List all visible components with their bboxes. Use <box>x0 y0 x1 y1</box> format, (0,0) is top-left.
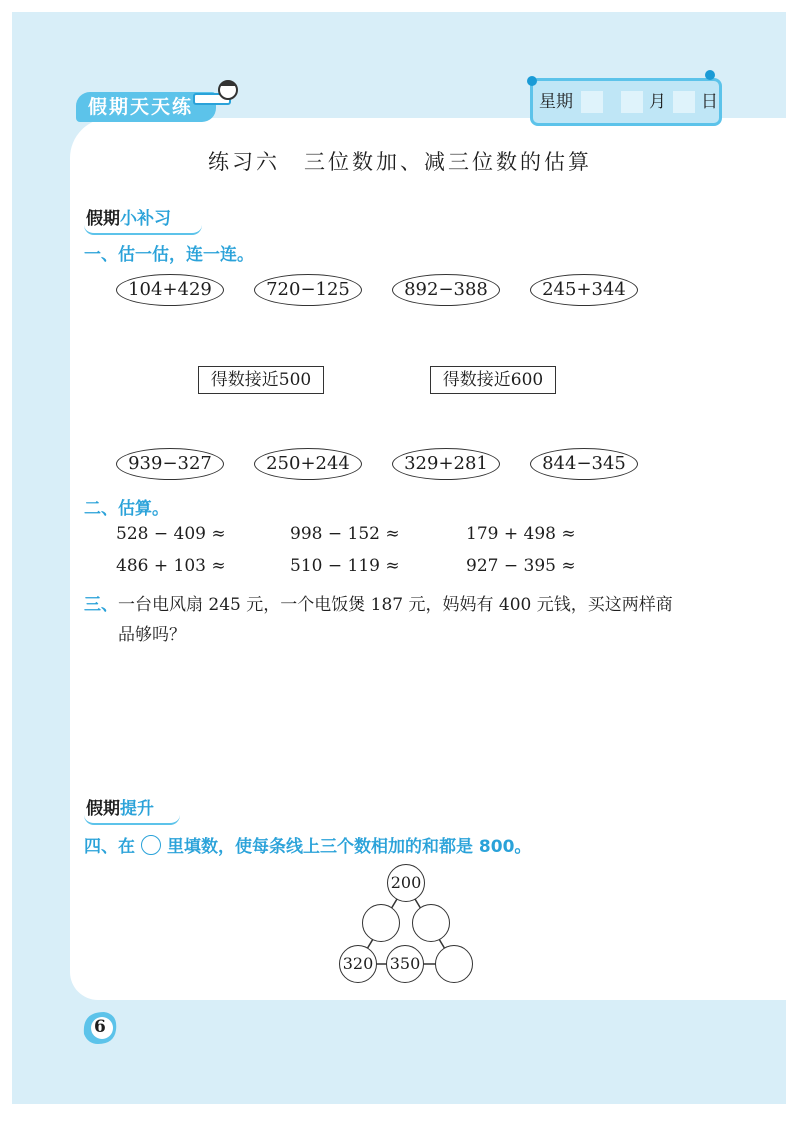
estimate-item: 179 + 498 ≈ <box>466 524 576 544</box>
page-number: 6 <box>94 1017 106 1037</box>
section-tag-advance: 假期提升 <box>86 794 154 819</box>
banner-title: 假期天天练 <box>76 92 216 122</box>
circle-top: 200 <box>387 864 425 902</box>
circle-right-mid[interactable] <box>412 904 450 942</box>
date-box <box>530 78 722 126</box>
pin-icon <box>705 70 715 80</box>
section-tag-review: 假期小补习 <box>86 204 171 229</box>
page-title: 练习六 三位数加、减三位数的估算 <box>208 150 592 174</box>
expr-top-4[interactable]: 245+344 <box>530 274 638 306</box>
expr-bottom-2[interactable]: 250+244 <box>254 448 362 480</box>
estimate-item: 998 − 152 ≈ <box>290 524 400 544</box>
question-1-heading: 一、估一估，连一连。 <box>84 245 254 265</box>
estimate-item: 486 + 103 ≈ <box>116 556 226 576</box>
target-600[interactable]: 得数接近600 <box>430 366 556 394</box>
question-3: 三、一台电风扇 245 元，一个电饭煲 187 元，妈妈有 400 元钱，买这两样商 品够吗？ <box>84 595 673 645</box>
circle-left-mid[interactable] <box>362 904 400 942</box>
month-label: 月 <box>649 92 666 112</box>
question-4-heading: 四、在 里填数，使每条线上三个数相加的和都是 800。 <box>84 837 532 857</box>
target-500[interactable]: 得数接近500 <box>198 366 324 394</box>
estimate-item: 510 − 119 ≈ <box>290 556 400 576</box>
estimate-item: 927 − 395 ≈ <box>466 556 576 576</box>
expr-top-3[interactable]: 892−388 <box>392 274 500 306</box>
month-blank[interactable] <box>621 91 643 113</box>
expr-top-2[interactable]: 720−125 <box>254 274 362 306</box>
week-blank[interactable] <box>581 91 603 113</box>
pin-icon <box>527 76 537 86</box>
estimate-item: 528 − 409 ≈ <box>116 524 226 544</box>
circle-bottom-right[interactable] <box>435 945 473 983</box>
expr-bottom-3[interactable]: 329+281 <box>392 448 500 480</box>
question-2-heading: 二、估算。 <box>84 499 169 519</box>
expr-top-1[interactable]: 104+429 <box>116 274 224 306</box>
circle-bottom-left: 320 <box>339 945 377 983</box>
circle-bottom-mid: 350 <box>386 945 424 983</box>
day-label: 日 <box>701 92 718 112</box>
expr-bottom-4[interactable]: 844−345 <box>530 448 638 480</box>
week-label: 星期 <box>539 92 573 112</box>
day-blank[interactable] <box>673 91 695 113</box>
circle-icon <box>141 835 161 855</box>
expr-bottom-1[interactable]: 939−327 <box>116 448 224 480</box>
reading-kid-icon <box>192 76 240 116</box>
